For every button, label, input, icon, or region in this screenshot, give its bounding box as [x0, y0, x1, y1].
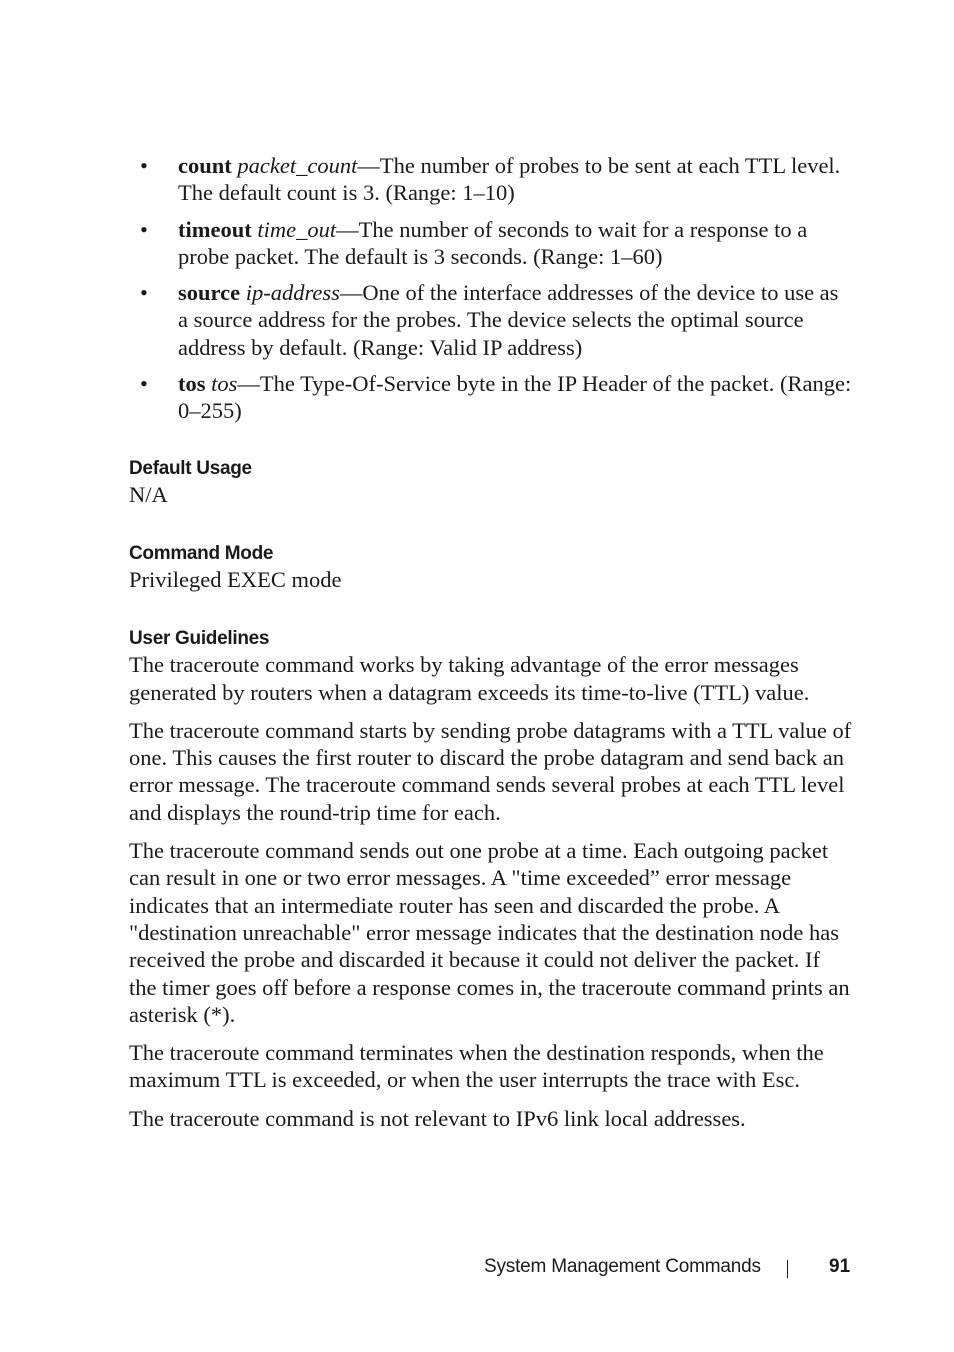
section-user-guidelines: [129, 627, 853, 1132]
param-keyword: count: [178, 153, 232, 178]
bullet: •: [140, 216, 148, 242]
page-number: 91: [829, 1256, 851, 1277]
param-description: —The number of probes to be sent at each TTL level. The default count is 3. (Range: 1–10): [178, 153, 841, 206]
page-body: [129, 152, 853, 1143]
param-description: —The number of seconds to wait for a response to a probe packet. The default is 3 seconds. (Range: 1–60): [178, 216, 808, 269]
section-default-usage: [129, 457, 853, 508]
param-argument: packet_count: [237, 153, 358, 178]
paragraph: The traceroute command starts by sending probe datagrams with a TTL value of one. This causes the first router to discard the probe datagram and send back an error message. The traceroute command sends several probes at each TTL level and displays the round-trip time for each.: [129, 717, 852, 825]
parameter-list: [129, 152, 853, 425]
param-argument: tos: [211, 371, 238, 397]
section-command-mode: [129, 542, 853, 593]
param-count: [129, 152, 853, 207]
section-heading: Command Mode: [129, 542, 274, 564]
footer-chapter-title: System Management Commands: [484, 1256, 761, 1277]
param-keyword: source: [178, 280, 241, 306]
paragraph: The traceroute command is not relevant to IPv6 link local addresses.: [129, 1105, 746, 1131]
paragraph: The traceroute command sends out one probe at a time. Each outgoing packet can result in one or two error messages. A "time exceeded” error message indicates that an intermediate router has seen and discarded the probe. A "destination unreachable" error message indicates that the destination node has received the probe and discarded it because it could not deliver the packet. If the timer goes off before a response comes in, the traceroute command prints an asterisk (*).: [129, 838, 850, 1027]
param-keyword: tos: [178, 371, 206, 397]
param-argument: time_out: [257, 216, 337, 242]
param-timeout: [129, 216, 853, 271]
param-argument: ip-address: [245, 280, 340, 306]
bullet: •: [140, 280, 148, 306]
bullet: •: [140, 371, 148, 397]
param-description: —One of the interface addresses of the device to use as a source address for the probes. The device selects the optimal source address by default. (Range: Valid IP address): [178, 280, 839, 360]
paragraph: The traceroute command works by taking advantage of the error messages generated by routers when a datagram exceeds its time-to-live (TTL) value.: [129, 652, 810, 705]
footer-divider: [787, 1260, 788, 1278]
bullet: •: [140, 153, 148, 178]
param-source: [129, 279, 853, 361]
param-keyword: timeout: [178, 216, 252, 242]
param-tos: [129, 370, 853, 425]
section-text: N/A: [129, 481, 168, 507]
section-text: Privileged EXEC mode: [129, 566, 342, 592]
section-heading: User Guidelines: [129, 628, 270, 650]
param-description: —The Type-Of-Service byte in the IP Header of the packet. (Range: 0–255): [178, 371, 852, 424]
section-heading: Default Usage: [129, 457, 252, 479]
paragraph: The traceroute command terminates when the destination responds, when the maximum TTL is exceeded, or when the user interrupts the trace with Esc.: [129, 1040, 824, 1093]
